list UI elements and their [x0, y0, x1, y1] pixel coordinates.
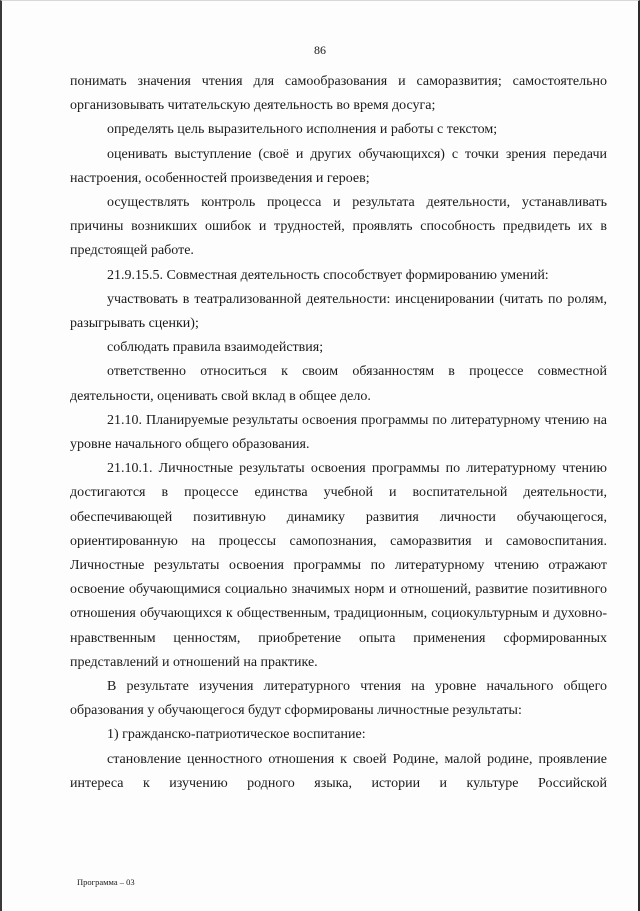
paragraph: 21.10.1. Личностные результаты освоения программы по литературному чтению достигаются в процессе единства учебной и воспитательной деятельности, обеспечивающей позитивную динамику развития личности обучающегося, ориентированную на процессы самопознания, саморазвития и самовоспитания. Личностные результаты освоения программы по литературному чтению отражают освоение обучающимися социально значимых норм и отношений, развитие позитивного отношения обучающихся к общественным, традиционным, социокультурным и духовно-нравственным ценностям, приобретение опыта применения сформированных представлений и отношений на практике.	[70, 461, 607, 670]
paragraph: становление ценностного отношения к своей Родине, малой родине, проявление интереса к изучению родного языка, истории и культуре Российской	[70, 751, 607, 791]
paragraph: определять цель выразительного исполнения и работы с текстом;	[107, 122, 498, 138]
list-heading: 1) гражданско-патриотическое воспитание:	[107, 727, 366, 743]
section-heading: 21.10. Планируемые результаты освоения программы по литературному чтению на уровне начального общего образования.	[70, 412, 607, 453]
footer-label: Программа – 03	[77, 877, 135, 887]
paragraph: соблюдать правила взаимодействия;	[107, 340, 324, 356]
paragraph: понимать значения чтения для самообразования и саморазвития; самостоятельно организовывать читательскую деятельность во время досуга;	[70, 74, 607, 114]
paragraph: осуществлять контроль процесса и результата деятельности, устанавливать причины возникших ошибок и трудностей, проявлять способность предвидеть их в предстоящей работе.	[70, 195, 607, 259]
paragraph: В результате изучения литературного чтения на уровне начального общего образования у обучающегося будут сформированы личностные результаты:	[70, 679, 607, 719]
paragraph: участвовать в театрализованной деятельности: инсценировании (читать по ролям, разыгрывать сценки);	[70, 291, 607, 332]
paragraph: ответственно относиться к своим обязанностям в процессе совместной деятельности, оценивать свой вклад в общее дело.	[70, 364, 607, 404]
section-heading: 21.9.15.5. Совместная деятельность способствует формированию умений:	[107, 267, 549, 283]
page-number: 86	[314, 43, 326, 57]
body-text	[70, 70, 607, 796]
paragraph: оценивать выступление (своё и других обучающихся) с точки зрения передачи настроения, особенностей произведения и героев;	[70, 146, 607, 186]
